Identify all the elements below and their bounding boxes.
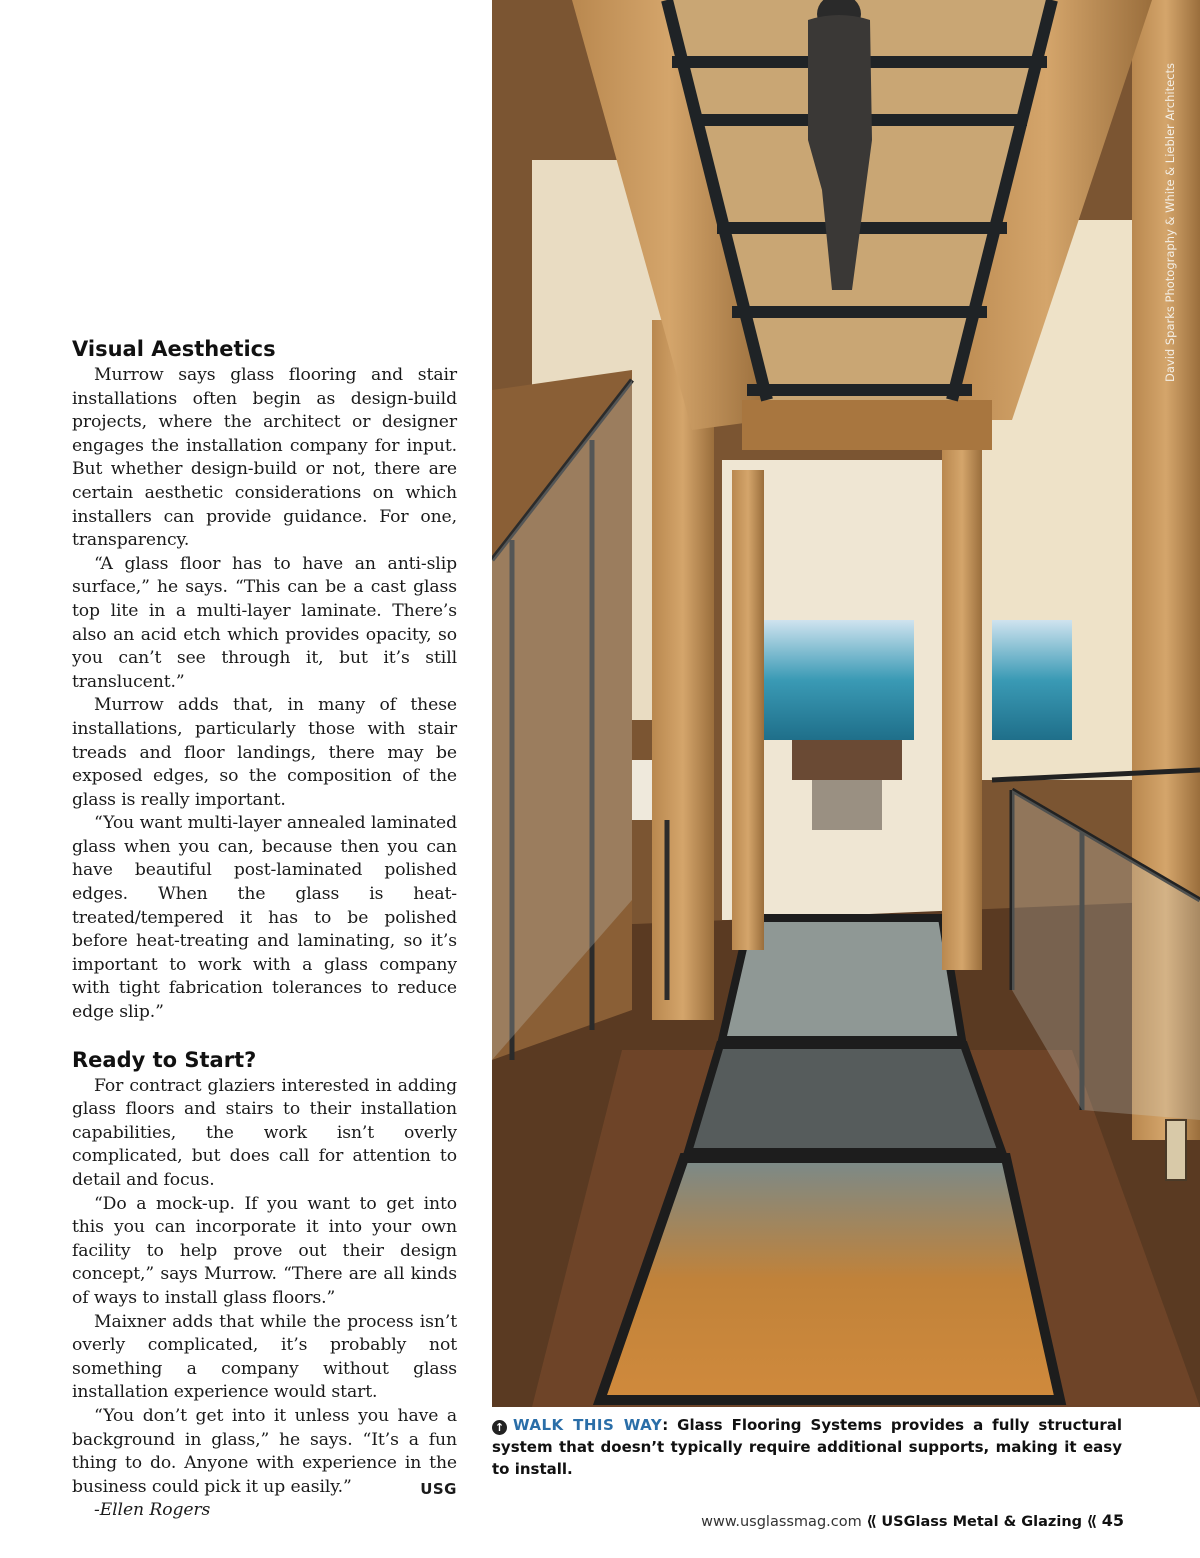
paragraph-last [72,1405,457,1499]
footer-brand: USGlass Metal & Glazing [881,1514,1083,1530]
section-heading-visual-aesthetics: Visual Aesthetics [72,337,276,361]
hallway-photo [492,0,1200,1407]
section-heading-ready-to-start: Ready to Start? [72,1047,257,1072]
photo-credit: David Sparks Photography & White & Liebler Architects [1163,63,1177,382]
paragraph: For contract glaziers interested in adding glass floors and stairs to their installation capabilities, the work isn’t overly complicated, but does call for attention to detail and focus. [72,1075,457,1190]
footer-separator: ⟪ [866,1514,877,1530]
photo-caption [492,1414,1122,1480]
photo-illustration [492,0,1200,1407]
caption-separator: : [662,1416,669,1434]
arrow-up-circle-icon: ↑ [492,1420,507,1435]
paragraph-last-text: “You don’t get into it unless you have a background in glass,” he says. “It’s a fun thing to do. Anyone with experience in the business could pick it up easily.” [72,1405,457,1497]
paragraph: “Do a mock-up. If you want to get into this you can incorporate it into your own facility to help prove out their design concept,” says Murrow. “There are all kinds of ways to install glass floors.” [72,1193,457,1308]
paragraph: Murrow adds that, in many of these installations, particularly those with stair treads and floor landings, there may be exposed edges, so the composition of the glass is really important. [72,695,457,810]
article-column [72,336,457,1523]
paragraph: Maixner adds that while the process isn’t overly complicated, it’s probably not something a company without glass installation experience would start. [72,1311,457,1403]
byline: -Ellen Rogers [94,1500,211,1521]
caption-lead: WALK THIS WAY [513,1416,663,1434]
end-mark: USG [420,1479,457,1498]
paragraph: “A glass floor has to have an anti-slip surface,” he says. “This can be a cast glass top lite in a multi-layer laminate. There’s also an acid etch which provides opacity, so you can’t see through it, but it’s still translucent.” [72,553,457,692]
page-number: 45 [1101,1511,1124,1530]
paragraph: Murrow says glass flooring and stair installations often begin as design-build projects, where the architect or designer engages the installation company for input. But whether design-build or not, there are certain aesthetic considerations on which installers can provide guidance. For one, transparency. [72,365,457,551]
footer-url: www.usglassmag.com [701,1514,862,1530]
page-footer [701,1511,1124,1530]
paragraph: “You want multi-layer annealed laminated glass when you can, because then you can have beautiful post-laminated polished edges. When the glass is heat-treated/tempered it has to be polished before heat-treating and laminating, so it’s important to work with a glass company with tight fabrication tolerances to reduce edge slip.” [72,813,457,1023]
caption-text: Glass Flooring Systems provides a fully structural system that doesn’t typically require additional supports, making it easy to install. [492,1416,1123,1478]
footer-separator: ⟪ [1086,1514,1098,1530]
